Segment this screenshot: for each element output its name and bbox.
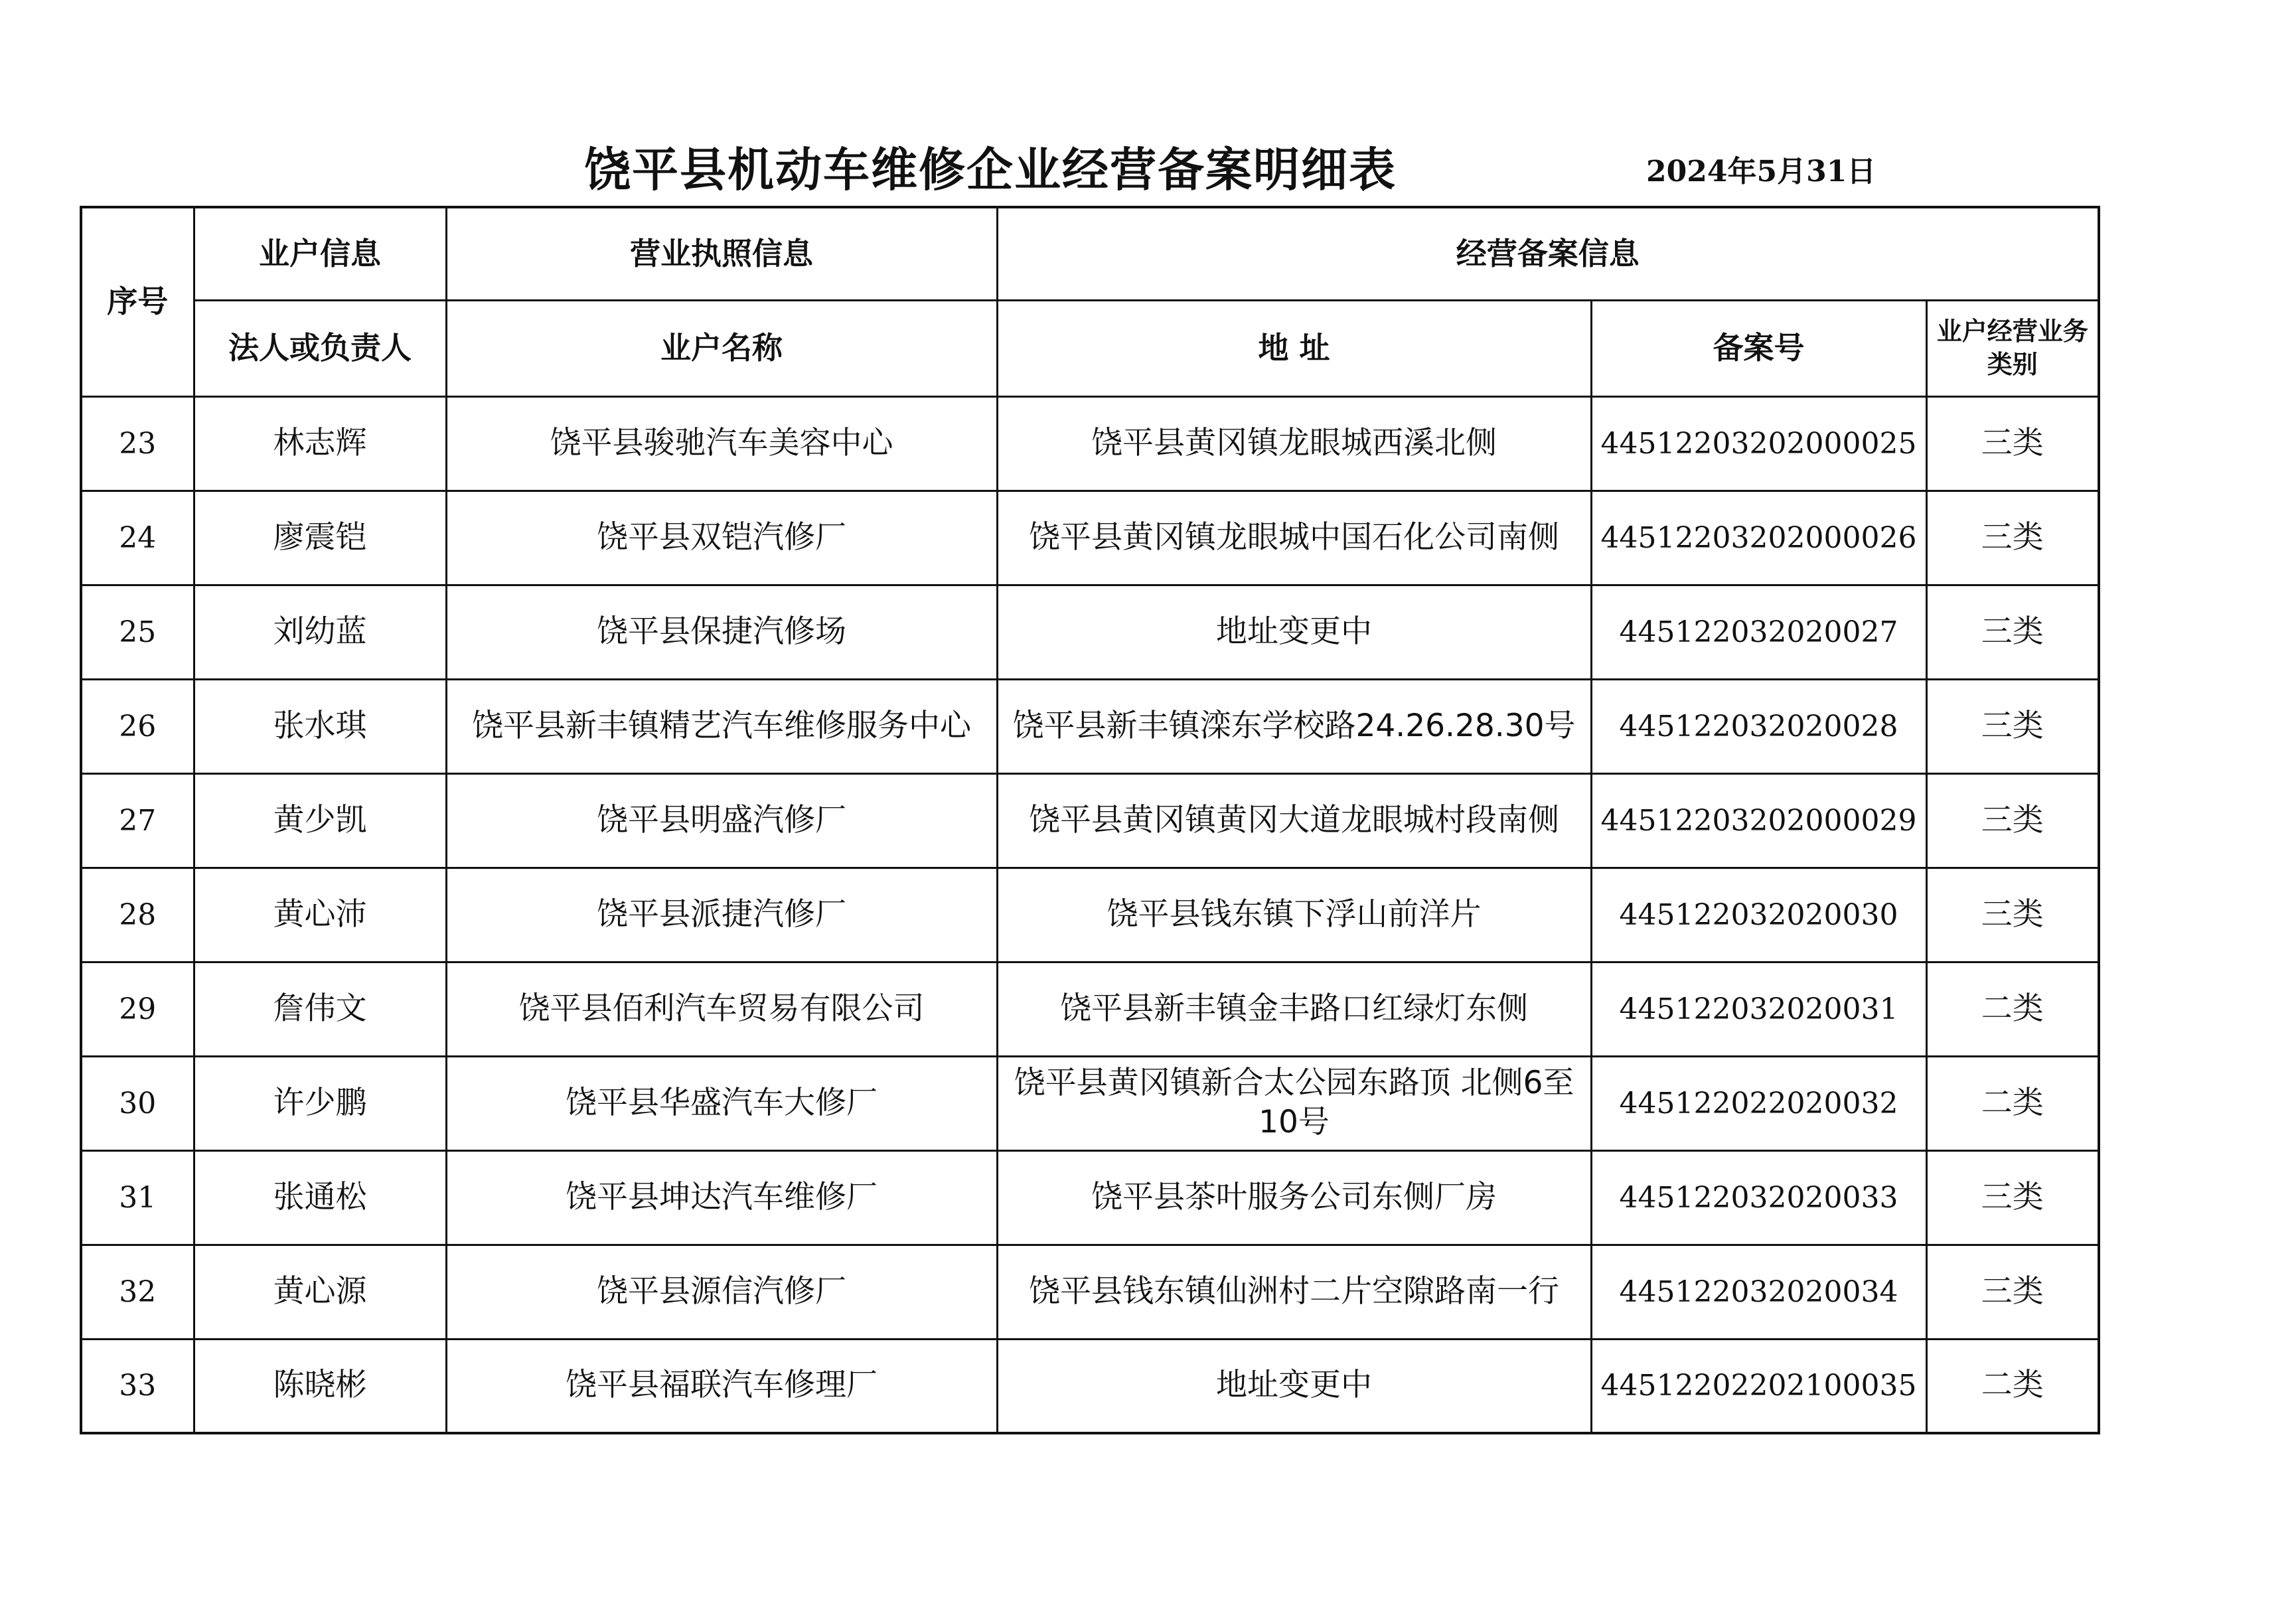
cell-business-name: 饶平县双铠汽修厂 (446, 491, 997, 585)
cell-business-name: 饶平县源信汽修厂 (446, 1245, 997, 1339)
cell-category: 三类 (1926, 585, 2099, 679)
header-group-owner: 业户信息 (194, 207, 446, 300)
cell-seq: 32 (81, 1245, 194, 1339)
cell-seq: 27 (81, 773, 194, 868)
cell-business-name: 饶平县福联汽车修理厂 (446, 1339, 997, 1433)
cell-filing-no: 445122032020034 (1591, 1245, 1926, 1339)
cell-address: 饶平县茶叶服务公司东侧厂房 (997, 1150, 1591, 1245)
cell-business-name: 饶平县骏驰汽车美容中心 (446, 396, 997, 491)
header-address: 地 址 (997, 300, 1591, 396)
cell-filing-no: 445122022020032 (1591, 1056, 1926, 1150)
cell-filing-no: 445122032020031 (1591, 962, 1926, 1056)
header-seq: 序号 (81, 207, 194, 396)
cell-legal-person: 张通松 (194, 1150, 446, 1245)
cell-legal-person: 廖震铠 (194, 491, 446, 585)
header-group-filing: 经营备案信息 (997, 207, 2099, 300)
cell-legal-person: 许少鹏 (194, 1056, 446, 1150)
cell-address: 饶平县黄冈镇龙眼城中国石化公司南侧 (997, 491, 1591, 585)
filing-table (80, 206, 2100, 1434)
table-body (81, 396, 2099, 1433)
cell-business-name: 饶平县华盛汽车大修厂 (446, 1056, 997, 1150)
table-row (81, 679, 2099, 773)
cell-seq: 23 (81, 396, 194, 491)
table-row (81, 1339, 2099, 1433)
cell-category: 二类 (1926, 1339, 2099, 1433)
cell-filing-no: 445122032020027 (1591, 585, 1926, 679)
header-business-name: 业户名称 (446, 300, 997, 396)
header-row-columns (81, 300, 2099, 396)
cell-category: 三类 (1926, 773, 2099, 868)
cell-legal-person: 林志辉 (194, 396, 446, 491)
cell-business-name: 饶平县坤达汽车维修厂 (446, 1150, 997, 1245)
cell-legal-person: 詹伟文 (194, 962, 446, 1056)
table-row (81, 396, 2099, 491)
table-row (81, 585, 2099, 679)
cell-category: 三类 (1926, 1245, 2099, 1339)
page-title: 饶平县机动车维修企业经营备案明细表 (584, 143, 1397, 197)
header-row-groups (81, 207, 2099, 300)
cell-category: 三类 (1926, 491, 2099, 585)
cell-seq: 31 (81, 1150, 194, 1245)
cell-business-name: 饶平县保捷汽修场 (446, 585, 997, 679)
cell-filing-no: 445122032020028 (1591, 679, 1926, 773)
cell-category: 二类 (1926, 962, 2099, 1056)
cell-legal-person: 黄少凯 (194, 773, 446, 868)
cell-filing-no: 44512203202000026 (1591, 491, 1926, 585)
header-legal-person: 法人或负责人 (194, 300, 446, 396)
cell-category: 三类 (1926, 679, 2099, 773)
cell-address: 饶平县黄冈镇新合太公园东路顶 北侧6至10号 (997, 1056, 1591, 1150)
cell-filing-no: 44512203202000025 (1591, 396, 1926, 491)
table-row (81, 962, 2099, 1056)
document-date: 2024年5月31日 (1646, 155, 1876, 189)
table-row (81, 868, 2099, 962)
cell-category: 三类 (1926, 1150, 2099, 1245)
cell-seq: 30 (81, 1056, 194, 1150)
cell-business-name: 饶平县派捷汽修厂 (446, 868, 997, 962)
table-row (81, 773, 2099, 868)
cell-business-name: 饶平县新丰镇精艺汽车维修服务中心 (446, 679, 997, 773)
cell-filing-no: 445122032020033 (1591, 1150, 1926, 1245)
cell-address: 饶平县黄冈镇龙眼城西溪北侧 (997, 396, 1591, 491)
cell-seq: 25 (81, 585, 194, 679)
table-row (81, 1150, 2099, 1245)
cell-filing-no: 44512202202100035 (1591, 1339, 1926, 1433)
cell-filing-no: 44512203202000029 (1591, 773, 1926, 868)
table-row (81, 1245, 2099, 1339)
cell-seq: 29 (81, 962, 194, 1056)
header-category: 业户经营业务类别 (1926, 300, 2099, 396)
cell-category: 三类 (1926, 868, 2099, 962)
cell-business-name: 饶平县明盛汽修厂 (446, 773, 997, 868)
cell-legal-person: 刘幼蓝 (194, 585, 446, 679)
cell-address: 饶平县黄冈镇黄冈大道龙眼城村段南侧 (997, 773, 1591, 868)
cell-seq: 24 (81, 491, 194, 585)
header-group-license: 营业执照信息 (446, 207, 997, 300)
table-row (81, 491, 2099, 585)
cell-address: 饶平县新丰镇滦东学校路24.26.28.30号 (997, 679, 1591, 773)
cell-legal-person: 黄心源 (194, 1245, 446, 1339)
cell-business-name: 饶平县佰利汽车贸易有限公司 (446, 962, 997, 1056)
cell-seq: 26 (81, 679, 194, 773)
cell-legal-person: 陈晓彬 (194, 1339, 446, 1433)
cell-filing-no: 445122032020030 (1591, 868, 1926, 962)
cell-category: 二类 (1926, 1056, 2099, 1150)
cell-category: 三类 (1926, 396, 2099, 491)
cell-seq: 33 (81, 1339, 194, 1433)
cell-address: 地址变更中 (997, 585, 1591, 679)
cell-legal-person: 张水琪 (194, 679, 446, 773)
cell-legal-person: 黄心沛 (194, 868, 446, 962)
cell-address: 饶平县钱东镇仙洲村二片空隙路南一行 (997, 1245, 1591, 1339)
cell-address: 地址变更中 (997, 1339, 1591, 1433)
cell-seq: 28 (81, 868, 194, 962)
cell-address: 饶平县新丰镇金丰路口红绿灯东侧 (997, 962, 1591, 1056)
header-filing-no: 备案号 (1591, 300, 1926, 396)
cell-address: 饶平县钱东镇下浮山前洋片 (997, 868, 1591, 962)
table-row (81, 1056, 2099, 1150)
